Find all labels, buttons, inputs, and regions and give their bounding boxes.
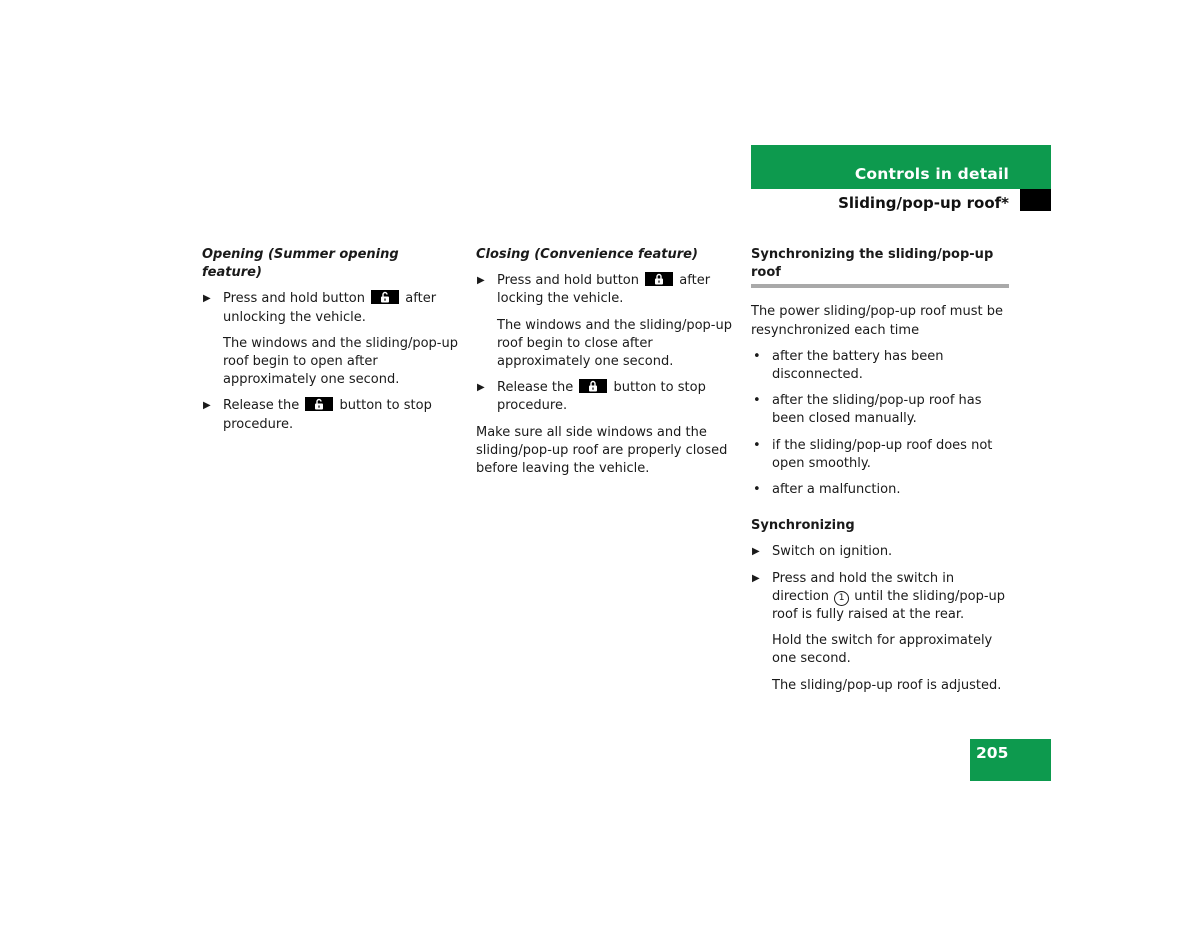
bullet-icon: • (753, 437, 761, 453)
closing-safety-note: Make sure all side windows and the sliding/pop-up roof are properly closed before leaving the vehicle. (476, 424, 728, 477)
list-item (751, 348, 1009, 384)
unlock-key-icon (305, 397, 333, 411)
list-item-text: after the sliding/pop-up roof has been closed manually. (772, 393, 982, 427)
opening-heading: Opening (Summer opening feature) (202, 247, 399, 281)
step-text-after: after unlocking the vehicle. (223, 291, 437, 325)
opening-step-press (202, 290, 460, 326)
section-marker-block (1020, 189, 1051, 211)
step-text: Switch on ignition. (772, 544, 893, 560)
direction-marker: 1 (834, 591, 849, 606)
triangle-right-icon: ▶ (203, 400, 211, 412)
sync-step-hold-switch (751, 570, 1009, 625)
page-number-box (970, 739, 1051, 781)
closing-step-release (476, 379, 734, 415)
step-text-after: button to stop procedure. (497, 380, 706, 414)
step-text-after: button to stop procedure. (223, 398, 432, 432)
sync-step-ignition (751, 543, 1009, 561)
chapter-header (751, 145, 1051, 189)
sync-step-note-result: The sliding/pop-up roof is adjusted. (772, 677, 1002, 693)
triangle-right-icon: ▶ (477, 382, 485, 394)
section-title: Sliding/pop-up roof* (838, 194, 1009, 212)
list-item (751, 481, 1009, 499)
step-text-before: Release the (497, 380, 574, 396)
column-closing (476, 246, 734, 486)
step-text-after: after locking the vehicle. (497, 273, 711, 307)
sync-step-note-hold: Hold the switch for approximately one second. (772, 633, 993, 667)
list-item-text: after a malfunction. (772, 482, 901, 498)
bullet-icon: • (753, 393, 761, 409)
triangle-right-icon: ▶ (477, 275, 485, 287)
column-synchronizing (751, 246, 1009, 703)
lock-key-icon (579, 379, 607, 393)
step-text-before: Press and hold button (223, 291, 366, 307)
list-item-text: after the battery has been disconnected. (772, 348, 944, 383)
page-number: 205 (976, 744, 1009, 762)
step-text-before: Release the (223, 398, 300, 414)
step-text-before: Press and hold the switch in direction (772, 570, 955, 604)
closing-heading: Closing (Convenience feature) (476, 247, 698, 262)
synchronizing-intro: The power sliding/pop-up roof must be resynchronized each time (751, 304, 1003, 338)
synchronizing-section-heading: Synchronizing the sliding/pop-up roof (751, 246, 1009, 288)
section-header (751, 189, 1051, 211)
opening-step-release (202, 397, 460, 433)
list-item (751, 437, 1009, 473)
triangle-right-icon: ▶ (752, 546, 760, 558)
triangle-right-icon: ▶ (203, 293, 211, 305)
bullet-icon: • (753, 482, 761, 498)
synchronizing-subheading: Synchronizing (751, 518, 855, 534)
triangle-right-icon: ▶ (752, 572, 760, 584)
step-text-before: Press and hold button (497, 273, 640, 289)
lock-key-icon (645, 272, 673, 286)
list-item-text: if the sliding/pop-up roof does not open smoothly. (772, 437, 993, 471)
step-text-after: until the sliding/pop-up roof is fully raised at the rear. (772, 588, 1006, 623)
opening-step-note: The windows and the sliding/pop-up roof begin to open after approximately one second. (223, 335, 458, 388)
closing-step-note: The windows and the sliding/pop-up roof begin to close after approximately one second. (497, 317, 732, 370)
column-opening (202, 246, 460, 442)
chapter-title: Controls in detail (854, 165, 1009, 183)
bullet-icon: • (753, 348, 761, 364)
closing-step-press (476, 272, 734, 308)
unlock-key-icon (371, 290, 399, 304)
list-item (751, 392, 1009, 428)
